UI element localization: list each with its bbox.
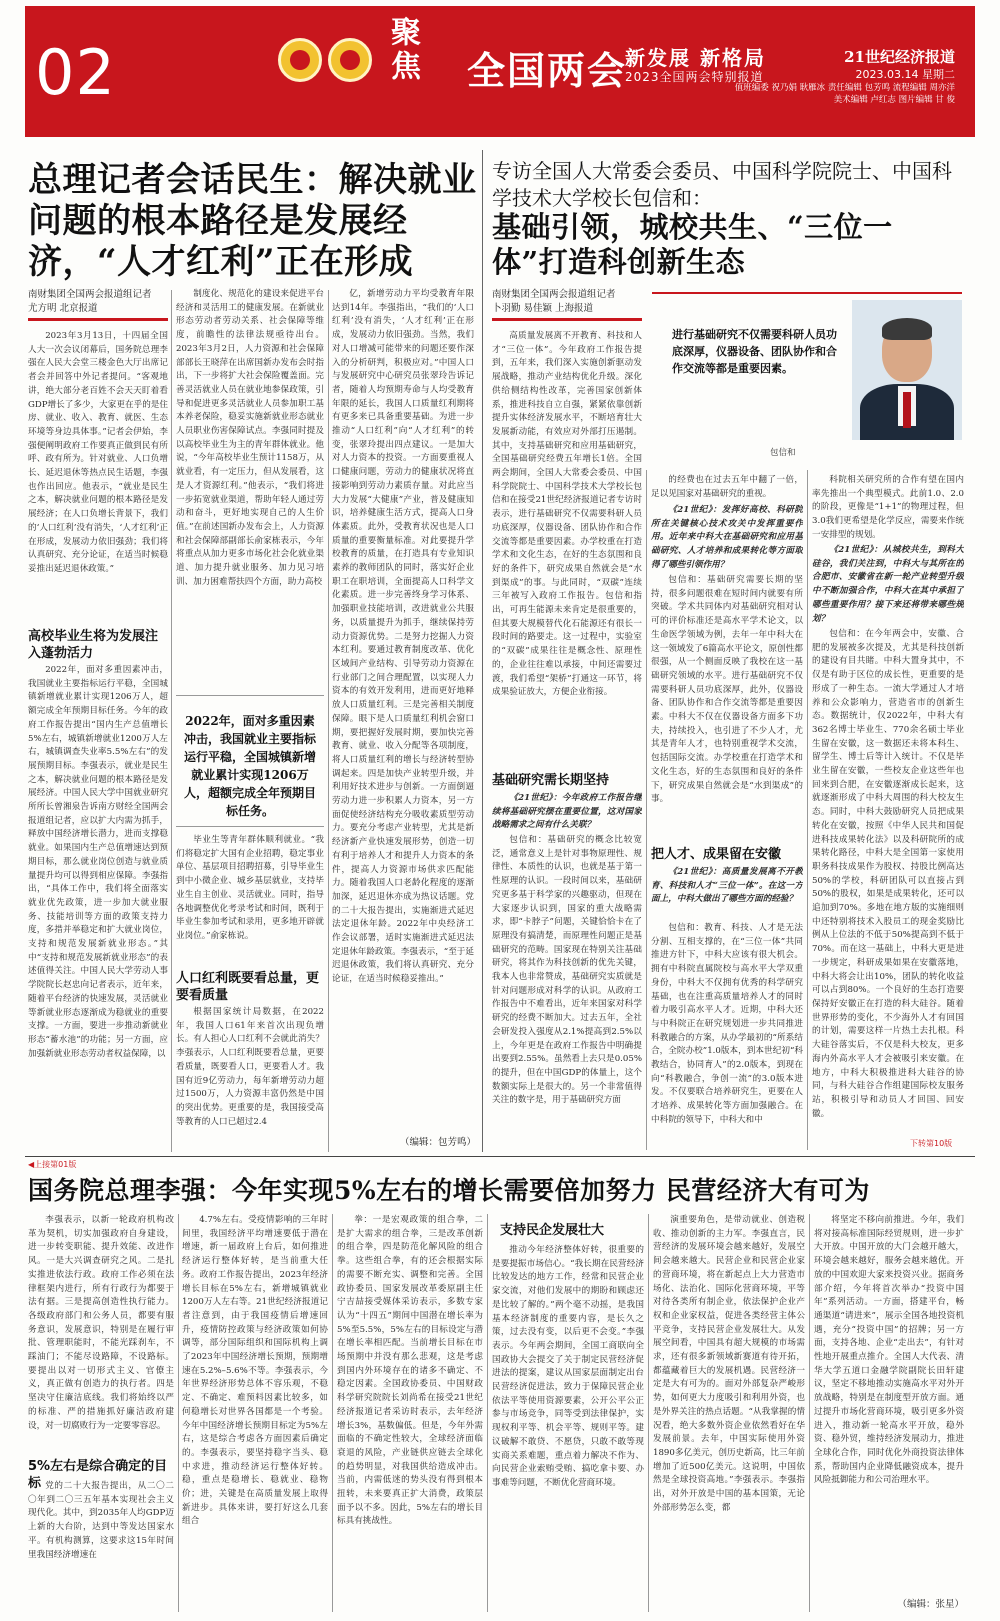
pullquote-rule-top [176, 695, 324, 696]
article3-subheading-2: 支持民企发展壮大 [500, 1223, 605, 1238]
article2-question-4: 《21世纪》：从城校共生，到科大硅谷，我们关注到，中科大与其所在的合肥市、安徽省在新一轮产业转型升级中不断加强合作，中科大在其中承担了哪些重要作用？接下来还将带来哪些规划？ [812, 545, 964, 624]
article2-subheading-1: 基础研究需长期坚持 [492, 773, 610, 788]
article2-column-1: 高质量发展离不开教育、科技和人才“三位一体”。今年政府工作报告提到，五年来，我们深入实施创新驱动发展战略，推动产业结构优化升级。深化供给侧结构性改革，完善国家创新体系，推进科技自立自强，紧紧依靠创新提升实体经济发展水平，不断培育壮大发展新动能，有效应对外部打压遏制。其中，支持基础研究和应用基础研究，全国基础研究经费五年增长1倍。全国两会期间，全国人大常委会委员、中国科学院院士、中国科学技术大学校长包信和在接受21世纪经济报道记者专访时表示，进行基础研究不仅需要科研人员功底深厚，仪器设备、团队协作和合作交流等都是重要因素。办学校重在打造学术和文化生态，在好的生态氛围和良好的条件下，研究成果自然就会是“水到渠成”的事。与此同时，“双碳”连续三年被写入政府工作报告。包信和指出，可再生能源未来肯定是很重要的，但其要大规模替代化石能源还有很长一段时间的路要走。这一过程中，实验室的“双碳”成果往往是概念性、原理性的，企业往往难以承接，中间还需要过渡，我们希望“架桥”打通这一环节，将成果验证放大，方便企业衔接。 [492, 331, 642, 698]
article2-photo-rule [652, 292, 962, 294]
national-emblem-icon [278, 38, 322, 82]
continued-from-page-1[interactable]: ◀上接第01版 [28, 1160, 77, 1169]
article2-byline-rule [492, 318, 642, 321]
article3-column-4: 推动今年经济整体好转，很重要的是要提振市场信心。“我长期在民营经济比较发达的地方工作，经常和民营企业家交流，对他们发展中的期盼和顾虑还是比较了解的。”两个毫不动摇，是我国基本经济制度的重要内容，是长久之策，过去没有变，以后更不会变。”李强表示。今年两会期间，全国工商联向全国政协大会提交了关于制定民营经济促进法的提案，建议从国家层面制定出台民营经济促进法，致力于保障民营企业依法平等使用资源要素，公开公平公正参与市场竞争，同等受到法律保护，实现权利平等、机会平等、规则平等。建议破解不敢贷、不愿贷，只敢不敢等现实商关系难题，重点着力解决不作为、向民营企业索贿受贿、搞吃拿卡要、办事难等问题，不断优化营商环境。 [492, 1245, 644, 1488]
article1-pullquote: 2022年，面对多重因素冲击，我国就业主要指标运行平稳，全国城镇新增就业累计实现1206万人，超额完成全年预期目标任务。 [183, 714, 316, 818]
article1-subheading-2: 人口红利既要看总量，更要看质量 [176, 971, 320, 1003]
article2-column-3b: 包信和：在今年两会中，安徽、合肥的发展被多次提及，尤其是科技创新的建设有目共睹。中科大置身其中，不仅是有助于区位的成长性，更重要的是形成了一种生态。一流大学通过人才培养和公众影响力，营造省市的创新生态。数据统计，仅2022年，中科大有362名博士毕业生、770余名硕士毕业生留在安徽，这一数据还未将本科生、留学生、博士后等计入统计。不仅是毕业生留在安徽，一些校友企业这些年也回来到合肥，在安徽逐渐成长起来，这就逐渐形成了中科大周围的科大校友生态。同时，中科大鼓励研究人员把成果转化在安徽，按照《中华人民共和国促进科技成果转化法》以及科研院所的成果转化路径，中科大是全国第一家使用职务科技成果作为股权、持股比例高达50%的学校，科研团队可以直接占到50%的股权，如果是成果转化，还可以追加到70%。多地在地方版的实施细则中还特别将技术入股员工的现金奖励比例从上位法的不低于50%提高到不低于70%。而在这一基础上，中科大更是进一步规定，科研成果如果在安徽落地，中科大将会让出10%，团队的转化收益可以占到80%。一个良好的生态打造要保持好安徽正在打造的科大硅谷。随着世界形势的变化，不少海外人才有回国的计划，需要这样一片热土去扎根。科大硅谷落实后，不仅是科大校友，更多海内外高水平人才会被吸引来安徽。在地方，中科大积极推进科大硅谷的协同，与科大硅谷合作组建国际校友服务站，积极引导和动员人才回国、回安徽。 [812, 629, 964, 1119]
article1-byline [28, 288, 158, 316]
article3-editor: （编辑：张星） [897, 1599, 964, 1610]
banner-focus: 聚焦 [385, 16, 420, 84]
article3-headline: 国务院总理李强：今年实现5%左右的增长需要倍加努力 民营经济大有可为 [28, 1176, 870, 1205]
column-divider [807, 470, 808, 1150]
article2-column-2c: 包信和：教育、科技、人才是无法分割、互相支撑的，在“三位一体”共同推进方针下，中科大应该有很大机会。拥有中科院直属院校与高水平大学双重身份，中科大不仅拥有优秀的科学研究基础，也在注重高质量培养人才的同时着力吸引高水平人才。近期，中科大还与中科院正在研究规划进一步共同推进科教融合的方案，从办学最初的“所系结合，全院办校”1.0版本，到本世纪初“科教结合，协同育人”的2.0版本，到现在向“科教融合，争创一流”的3.0版本进发。不仅要联合培养研究生，更要在人才培养、成果转化等方面加强融合。在中科院的领导下，中科大和中 [651, 923, 803, 1125]
portrait-caption: 包信和 [770, 448, 796, 458]
continued-on-page-10[interactable]: 下转第10版 [910, 1139, 953, 1148]
article1-column-3: 亿，新增劳动力平均受教育年限达到14年。李强指出，“我们的‘人口红利’没有消失，‘人才红利’正在形成，发展动力依旧强劲。当然，我们对人口增减可能带来的问题还要作深入的分析研判，积极应对。”中国人口与发展研究中心研究员张翠玲告诉记者，随着人均预期寿命与人均受教育年限的延长，我国人口质量红利期将有更多来已具备重要基础。为进一步推动“人口红利”向“人才红利”的转变，张翠玲提出四点建议。一是加大对人力资本的投资。一方面要重视人口健康问题，劳动力的健康状况将直接影响到劳动力素质存量。对此应当大力发展“大健康”产业，普及健康知识，培养健康生活方式，提高人口身体素质。此外，受教育状况也是人口质量的重要衡量标准。对此要提升学校教育的质量，在打造具有专业知识素养的教师团队的同时，落实好企业职工在职培训，全面提高人口科学文化素质。进一步完善终身学习体系、加强职业技能培训，改进就业公共服务，以质量提升为抓手，继续保持劳动力资源优势。二是努力挖掘人力资本红利。要通过教育制度改革、优化区域间产业结构、引导劳动力资源在行业部门之间合理配置，以实现人力资本的有效开发利用，进而更好地释放人口质量红利。三是完善相关制度保障。眼下是人口质量红利机会窗口期，要把握好发展时期，要加快完善教育、就业、收入分配等各项制度，将人口质量红利的增长与经济转型协调起来。四是加快产业转型升级，并利用好技术进步与创新。一方面倒逼劳动力进一步积累人力资本，另一方面促使经济结构充分吸收素质型劳动力。要充分考虑产业转型，尤其是新经济新产业快速发展形势，创造一切有利于培养人才和提升人力资本的条件，提高人力资源市场供求匹配能力。随着我国人口老龄化程度的逐渐加深，延迟退休亦成为热议话题。党的二十大报告提出，实施渐进式延迟法定退休年龄。2022年中央经济工作会议部署，适时实施渐进式延迟法定退休年龄政策。李强表示，“至于延迟退休政策，我们将认真研究、充分论证，在适当时候稳妥推出。” [332, 289, 474, 985]
cppcc-emblem-icon [328, 38, 372, 82]
bao-xinhe-portrait [852, 300, 962, 440]
editors-credits [705, 82, 955, 106]
article3-column-1b: 党的二十大报告提出，从二〇二〇年到二〇三五年基本实现社会主义现代化。其中，到2035年人均GDP迈上新的大台阶，达到中等发达国家水平。有机构测算，这要求这15年时间里我国经济增速在 [28, 1481, 174, 1560]
issue-date: 2023.03.14 星期二 [855, 68, 955, 81]
article1-column-2: 制度化、规范化的建设来促进平台经济和灵活用工的健康发展。在新就业形态劳动者劳动关系、社会保障等维度，前瞻性的法律法规亟待出台。2023年3月2日，人力资源和社会保障部部长王晓萍在出席国新办发布会时指出，下一步将扩大社会保险覆盖面。完善灵活就业人员在就业地参保政策，引导和促进更多灵活就业人员参加职工基本养老保险，稳妥实施新就业形态就业人员职业伤害保障试点。李强同时提及以高校毕业生为主的青年群体就业。他说，“今年高校毕业生预计1158万，从就业看，有一定压力，但从发展看，这是人才资源红利。”他表示，“我们将进一步拓宽就业渠道，帮助年轻人通过劳动和奋斗，更好地实现自己的人生价值。”在前述国新办发布会上，人力资源和社会保障部副部长俞家栋表示，今年将重点从加力更多市场化社会化就业渠道、加力提升就业服务、加力见习培训、加力困难帮扶四个方面，助力高校 [176, 289, 324, 587]
page-banner [25, 6, 975, 137]
article2-byline-authors: 卜羽勤 易佳颖 上海报道 [492, 303, 594, 314]
article2-pre-headline: 专访全国人大常委会委员、中国科学院院士、中国科学技术大学校长包信和： [492, 159, 952, 210]
banner-slogan: 新发展 新格局 [625, 46, 766, 70]
article1-byline-org: 南财集团全国两会报道组记者 [28, 289, 152, 300]
column-divider [171, 290, 172, 1152]
column-divider [646, 470, 647, 1150]
column-divider [487, 1214, 488, 1612]
newspaper-name: 21世纪经济报道 [844, 48, 955, 66]
article2-column-2: 的经费也在过去五年中翻了一倍，足以见国家对基础研究的重视。 [651, 475, 803, 499]
article2-column-2b: 包信和：基础研究需要长期的坚持，很多问题很难在短时间内就要有所突破。学术共同体内对基础研究相对认可的评价标准还是高水平学术论文，以生命医学领域为例，去年一年中科大在这一领域发了6篇高水平论文，原创性都很强，从一个侧面反映了我校在这一基础研究领域的水平。进行基础研究不仅需要科研人员功底深厚，此外，仪器设备、团队协作和合作交流等都是重要因素。中科大不仅在仪器设备方面多下功夫，持续投入，也引进了不少人才，尤其是青年人才，也特别重视学术交流，包括国际交流。办学校重在打造学术和文化生态，好的生态氛围和良好的条件下，研究成果自然就会是“水到渠成”的事。 [651, 575, 803, 805]
article2-headline: 基础引领，城校共生、“三位一体”打造科创新生态 [492, 210, 893, 279]
column-divider [178, 1214, 179, 1612]
article2-question-3: 《21世纪》：高质量发展离不开教育、科技和人才“三位一体”。在这一方面上，中科大做出了哪些方面的经验？ [651, 867, 803, 905]
article2-column-3: 科院相关研究所的合作有望在国内率先推出一个典型模式。此前1.0、2.0的阶段，更像是“1+1”的物理过程，但3.0我们更希望是化学反应，需要来作统一安排型的规划。 [812, 475, 964, 540]
article1-column-1: 2023年3月13日，十四届全国人大一次会议闭幕后，国务院总理李强在人民大会堂三楼金色大厅出席记者会并回答中外记者提问。“客观地讲，绝大部分老百姓不会天天盯着看GDP增长了多少，大家更在乎的是住房、就业、收入、教育、就医、生态环境等身边具体事。”记者会伊始，李强便阐明政府工作要真正做到民有所呼、政有所为。针对就业、人口负增长、延迟退休等热点民生话题，李强也作出回应。他表示，“就业是民生之本，解决就业问题的根本路径是发展经济；在人口负增长背景下，我们的‘人口红利’没有消失，‘人才红利’正在形成，发展动力依旧强劲；我们将认真研究、充分论证，在适当时候稳妥推出延迟退休政策。” [28, 331, 168, 574]
article3-column-3: 拳：一是宏观政策的组合拳，二是扩大需求的组合拳，三是改革创新的组合拳，四是防范化解风险的组合拳。这些组合拳，有的还会根据实际的需要不断充实、调整和完善。全国政协委员、国家发展改革委原副主任宁吉喆接受媒体采访表示，多数专家认为“十四五”期间中国潜在增长率为5%至5.5%，5%左右的目标设定与潜在增长率相匹配。当前增长目标在市场预期中并没有那么悲观，这是考虑到国内外环境存在的诸多不确定、不稳定因素。全国政协委员、中国财政科学研究院院长刘尚希在接受21世纪经济报道记者采访时表示，去年经济增长3%，基数偏低。但是，今年外需面临的不确定性较大，全球经济面临衰退的风险，产业链供应链去全球化的趋势明显，对我国供给造成冲击。当前，内需低迷的势头没有得到根本扭转，未来要真正扩大消费，政策层面予以不多。因此，5%左右的增长目标具有挑战性。 [337, 1215, 483, 1527]
page-number: 02 [35, 36, 116, 109]
article3-column-6: 将坚定不移向前推进。今年，我们将对接高标准国际经贸规则，进一步扩大开放。中国开放的大门会越开越大，环境会越来越好，服务会越来越优。开放的中国欢迎大家来投资兴业。据商务部介绍，今年将首次举办“投资中国年”系列活动。一方面，搭建平台，畅通渠道“请进来”，展示全国各地投资机遇，充分“投资中国”的招牌；另一方面，支持各地、企业“走出去”，有针对性地开展重点推介。全国人大代表、清华大学五道口金融学院副院长田轩建议，坚定不移地推动实施高水平对外开放战略，特别是在制度型开放方面。通过提升市场化营商环境，吸引更多外资进入，推动新一轮高水平开放，稳外资、稳外贸，维持经济发展动力，推进全球化合作，同时优化外商投资法律体系，帮助国内企业降低融资成本，提升风险抵御能力和公司治理水平。 [814, 1215, 964, 1486]
article3-column-1: 李强表示，以新一轮政府机构改革为契机，切实加强政府自身建设，进一步转变职能、提升效能、改进作风。一是大兴调查研究之风。二是扎实推进依法行政。政府工作必须在法律框架内进行，所有行政行为都要于法有据。三是提高创造性执行能力。各级政府部门和公务人员，都要有服务意识，发展意识，特别是在履行审批、管理职能时，不能光踩刹车，不踩油门；不能尽设路障，不设路标。要提出以对一切形式主义、官僚主义，真正做有创造力的执行者。四是坚决守住廉洁底线。我们将始终以严的标准、严的措施抓好廉洁政府建设，对一切腐败行为一定要零容忍。 [28, 1215, 174, 1431]
column-divider [328, 290, 329, 1152]
section-separator [25, 1156, 975, 1157]
article1-headline: 总理记者会话民生：解决就业问题的根本路径是发展经济，“人才红利”正在形成 [28, 160, 477, 282]
article2-pullquote: 进行基础研究不仅需要科研人员功底深厚，仪器设备、团队协作和合作交流等都是重要因素。 [672, 328, 837, 375]
article2-question-1: 《21世纪》：今年政府工作报告继续将基础研究摆在重要位置，这对国家战略需求之间有什么关联？ [492, 793, 642, 831]
article1-column-1b: 2022年，面对多重因素冲击，我国就业主要指标运行平稳，全国城镇新增就业累计实现1206万人，超额完成全年预期目标任务。今年的政府工作报告提出“国内生产总值增长5%左右，城镇新增就业1200万人左右，城镇调查失业率5.5%左右”的发展预期目标。李强表示，就业是民生之本，解决就业问题的根本路径是发展经济。中国人民大学中国就业研究所所长曾湘泉告诉南方财经全国两会报道组记者，应以扩大内需为抓手，释放中国经济增长潜力，进而支撑稳就业。如果国内生产总值增速达到预期目标，那么就业岗位创造与就业质量提升均可以得到相应保障。李强指出，“具体工作中，我们将全面落实就业优先政策，进一步加大就业服务、技能培训等方面的政策支持力度，多措并举稳定和扩大就业岗位，支持和规范发展新就业形态。”其中“支持和规范发展新就业形态”的表述值得关注。中国人民大学劳动人事学院院长赵忠向记者表示，近年来，随着平台经济的快速发展，灵活就业等新就业形态逐渐成为稳就业的重要支撑。一方面，要进一步推动新就业形态“蓄水池”的功能；另一方面，应加强新就业形态劳动者权益保障，以 [28, 665, 168, 1059]
article1-byline-rule [28, 318, 168, 321]
column-divider [648, 1214, 649, 1612]
section-divider [482, 150, 483, 1152]
editors-line-2: 美术编辑 卢红志 图片编辑 甘 俊 [833, 95, 955, 105]
article2-byline [492, 288, 642, 316]
article3-subheading-1: 5%左右是综合确定的目标 [28, 1459, 168, 1491]
column-divider [809, 1214, 810, 1612]
article1-editor: （编辑：包芳鸣） [400, 1137, 477, 1148]
article2-subheading-2: 把人才、成果留在安徽 [651, 847, 782, 862]
article3-column-5: 演重要角色，是带动就业、创造税收、推动创新的主力军。李强直言，民营经济的发展环境会越来越好，发展空间会越来越大。民营企业和民营企业家的营商环境，将在新起点上大力营造市场化、法治化、国际化营商环境，平等对待各类所有制企业，依法保护企业产权和企业家权益，促进各类经营主体公平竞争，支持民营企业发展壮大。从发展空间看，中国具有超大规模的市场需求，还有很多新领域新赛道有待开拓，都蕴藏着巨大的发展机遇。民营经济一定是大有可为的。面对外部复杂严峻形势，如何更大力度吸引和利用外资，也是外界关注的热点话题。“从我掌握的情况看，绝大多数外资企业依然看好在华发展前景。去年，中国实际使用外资1890多亿美元，创历史新高，比三年前增加了近500亿美元。这说明，中国依然是全球投资高地。”李强表示。李强指出，对外开放是中国的基本国策，无论外部形势怎么变，都 [653, 1215, 805, 1513]
pullquote-rule-bottom [176, 826, 324, 827]
article2-byline-org: 南财集团全国两会报道组记者 [492, 289, 616, 300]
article1-byline-authors: 尤方明 北京报道 [28, 303, 98, 314]
article1-subheading-1: 高校毕业生将为发展注入蓬勃活力 [28, 629, 159, 661]
article1-column-2b: 毕业生等青年群体顺利就业。“我们将稳定扩大国有企业招聘，稳定事业单位、基层项目招聘招募，引导毕业生到中小微企业、城乡基层就业，支持毕业生自主创业、灵活就业。同时，指导各地调整优化考录考试和时间，既利于毕业生参加考试和录用，更多地开辟就业岗位。”俞家栋说。 [176, 835, 324, 941]
article3-column-2: 4.7%左右。受疫情影响的三年时间里，我国经济平均增速要低于潜在增速，新一届政府上台后，如何推进经济运行整体好转，是当前重大任务。政府工作报告提出，2023年经济增长目标在5%左右，新增城镇就业1200万人左右等。21世纪经济报道记者注意到，由于我国疫情后增速回升，疫情防控政策与经济政策如何协调等，部分国际组织和国际机构上调了2023年中国经济增长预期，预期增速在5.2%–5.6%不等。李强表示，今年世界经济形势总体不容乐观，不稳定、不确定、难预料因素比较多，如何稳增长对世界各国都是一个考验。今年中国经济增长预期目标定为5%左右，这是综合考虑各方面因素后确定的。李强表示，要坚持稳字当头、稳中求进，推动经济运行整体好转。稳，重点是稳增长、稳就业、稳物价；进，关键是在高质量发展上取得新进步。具体来讲，要打好这么几套组合 [182, 1215, 328, 1527]
banner-title: 全国两会 [467, 48, 628, 93]
article2-question-2: 《21世纪》：发挥好高校、科研院所在关键核心技术攻关中发挥重要作用。近年来中科大在基础研究和应用基础研究、人才培养和成果转化等方面取得了哪些引领作用？ [651, 505, 803, 570]
article2-column-1b: 包信和：基础研究的概念比较宽泛，通常意义上是针对事物原理性、规律性、本质性的认识，也就是基于第一性原理的认识。一段时间以来，基础研究更多基于科学家的兴趣驱动，但现在大家逐步认识到，国家的重大战略需求，即“卡脖子”问题，关键恰恰卡在了原理没有搞清楚，而原理性问题正是基础研究的范畴。国家现在特别关注基础研究，将其作为科技创新的优先关键，我本人也非常赞成，基础研究实质就是针对问题形成对科学的认识。从政府工作报告中不难看出，近年来国家对科学研究的经费不断加大。过去五年，全社会研发投入强度从2.1%提高到2.5%以上，今年更是在政府工作报告中明确提出要到2.55%。虽然看上去只是0.05%的提升，但在中国GDP的体量上，这个数额实际上是很大的。另一个非常值得关注的数字是，用于基础研究方面 [492, 835, 642, 1106]
banner-subtitle: 2023全国两会特别报道 [625, 70, 764, 84]
article1-column-2c: 根据国家统计局数据，在2022年，我国人口61年来首次出现负增长。有人担心人口红利不会就此消失？李强表示，人口红利既要看总量，更要看质量，既要看人口，更要看人才。我国有近9亿劳动力，每年新增劳动力超过1500万，人力资源丰富仍然是中国的突出优势。更重要的是，我国接受高等教育的人口已超过2.4 [176, 1007, 324, 1127]
editors-line-1: 值班编委 祝乃娟 耿雁冰 责任编辑 包芳鸣 流程编辑 周亦洋 [734, 83, 955, 93]
column-divider [332, 1214, 333, 1612]
